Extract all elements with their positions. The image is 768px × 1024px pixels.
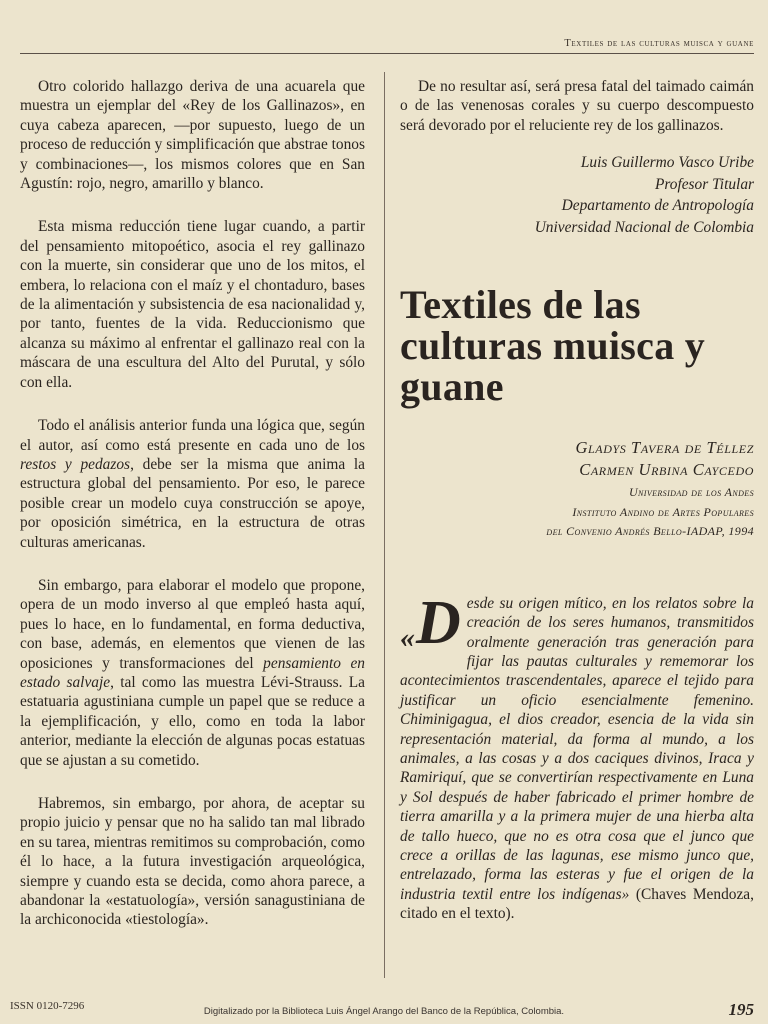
author-university: Universidad Nacional de Colombia (534, 218, 754, 236)
paragraph: Otro colorido hallazgo deriva de una acuarela que muestra un ejemplar del «Rey de los Gallinazos», en cuya cabeza aparecen, —por supuesto, luego de un proceso de reducción y simplificación que abstrae tonos y combinaciones—, los mismos colores que en San Agustín: rojo, negro, amarillo y blanco. (20, 78, 365, 193)
author-department: Departamento de Antropología (561, 197, 754, 215)
affiliation-line: del Convenio Andrés Bello-IADAP, 1994 (546, 524, 754, 539)
italic-phrase: pensamiento en estado salvaje (20, 654, 365, 691)
paragraph: Esta misma reducción tiene lugar cuando, a partir del pensamiento mitopoético, asocia el rey gallinazo con la muerte, sin considerar que uno de los mitos, el embera, lo relaciona con el maíz y el chontaduro, bases de la alimentación y subsistencia de esa nacionalidad y, por tanto, fuentes de la vida. Reduccionismo que alcanza su máximo al enfrentar el gallinazo real con la máscara de una escultura del Alto del Purutal, y sólo con ella. (20, 218, 365, 391)
paragraph (20, 576, 365, 770)
page-number: 195 (728, 1000, 754, 1019)
intro-quote-text: esde su origen mítico, en los relatos sobre la creación de los seres humanos, transmitidos oralmente generación tras generación para fijar las pautas culturales y rememorar los acontecimientos trascendentales, aparece el tejido para justificar un oficio esencialmente femenino. Chiminigagua, el dios creador, esencia de la vida sin representación material, da forma al mundo, a los animales, a las cosas y a dos caciques divinos, Iraca y Ramiriquí, que se convertirían respectivamente en Luna y Sol después de haber fabricado el primer hombre de tierra amarilla y a la primera mujer de una hierba alta de tallo hueco, que no es otra cosa que el junco que crece a orillas de las lagunas, ese mismo junco que, entrelazado, forma las esteras y fue el origen de la industria textil entre los indígenas» (400, 594, 754, 903)
drop-cap (400, 588, 461, 665)
running-head: Textiles de las culturas muisca y guane (564, 38, 754, 49)
author-line: Carmen Urbina Caycedo (579, 460, 754, 480)
header-rule (20, 53, 754, 54)
article-title: Textiles de las culturas muisca y guane (400, 282, 706, 410)
author-role: Profesor Titular (654, 175, 754, 193)
affiliation-line: Instituto Andino de Artes Populares (572, 504, 754, 519)
column-divider (384, 72, 385, 978)
intro-citation: (Chaves Mendoza, citado en el texto). (400, 885, 754, 923)
drop-cap-letter: D (416, 588, 461, 657)
left-column (20, 77, 365, 954)
author-name: Luis Guillermo Vasco Uribe (580, 154, 754, 172)
author-line: Gladys Tavera de Téllez (575, 438, 754, 458)
paragraph-text: , debe ser la misma que anima la estructura global del pensamiento. Por eso, le parece posible crear un modelo cuya construcción se apoye, por oposición simétrica, en la estructura de otras culturas americanas. (20, 455, 365, 551)
intro-paragraph (400, 588, 754, 924)
affiliation-block (400, 483, 754, 542)
continuation-paragraph: De no resultar así, será presa fatal del taimado caimán o de las venenosas corales y su cuerpo descompuesto será devorado por el reluciente rey de los gallinazos. (400, 78, 754, 134)
article-authors (400, 437, 754, 481)
italic-phrase: restos y pedazos (20, 455, 131, 473)
paragraph (20, 416, 365, 552)
paragraph: Habremos, sin embargo, por ahora, de aceptar su propio juicio y pensar que no ha salido tan mal librado en su tarea, mientras remitimos su comprobación, como él lo hace, a la futura investigación arqueológica, siempre y cuando esta se decida, como ahora parece, a abandonar la «estatuología», versión sanagustiniana de la archiconocida «tiestología». (20, 795, 365, 929)
signature-block (400, 152, 754, 238)
paragraph-text: , tal como las muestra Lévi-Strauss. La estatuaria agustiniana cumple un papel que se reduce a la ejemplificación, y ello, como en toda la labor anterior, mediante la elección de algunas pocas estatuas que se ajustan a su cometido. (20, 673, 365, 769)
right-column (400, 77, 754, 924)
paragraph-text: Sin embargo, para elaborar el modelo que propone, opera de un modo inverso al que empleó hasta aquí, pues lo hace, en lo fundamental, en forma deductiva, con base, además, en elementos que vienen de las oposiciones y transformaciones del (20, 576, 365, 672)
paragraph-text: Todo el análisis anterior funda una lógica que, según el autor, así como está presente en cada uno de los (20, 417, 365, 454)
issn-label: ISSN 0120-7296 (10, 1000, 85, 1012)
affiliation-line: Universidad de los Andes (628, 485, 754, 500)
digitization-credit: Digitalizado por la Biblioteca Luis Ángel Arango del Banco de la República, Colombia. (203, 1006, 565, 1017)
open-quote-mark: « (400, 620, 415, 654)
